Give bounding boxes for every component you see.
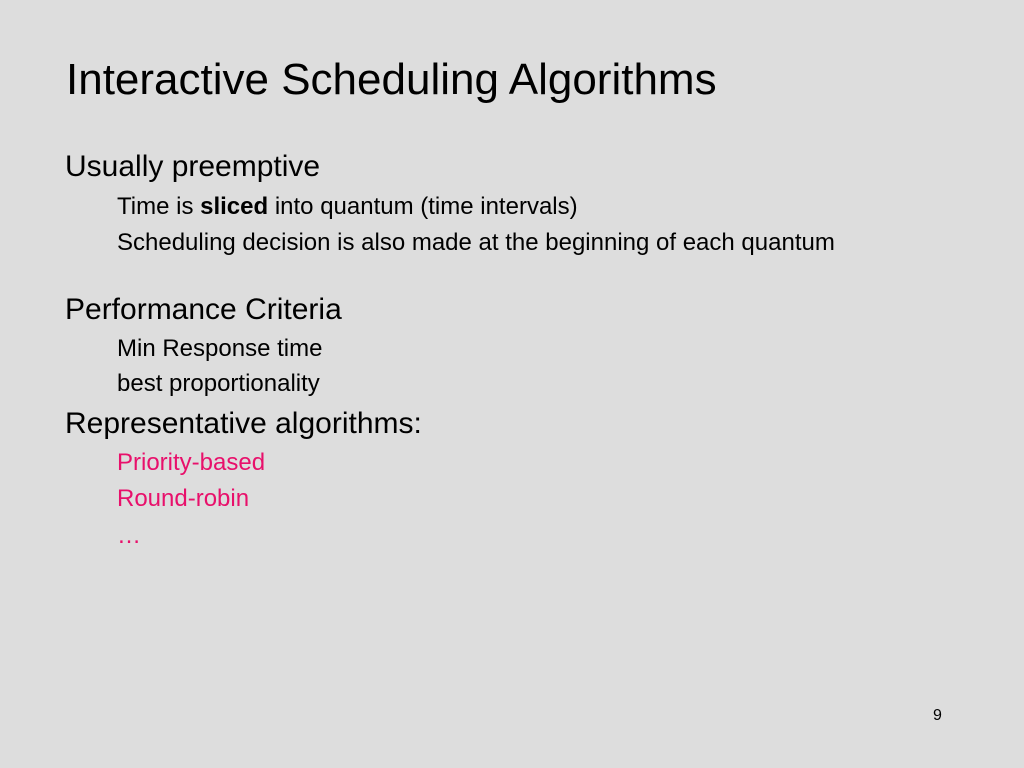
page-number: 9 <box>933 707 942 724</box>
subbullet-scheduling-decision: Scheduling decision is also made at the beginning of each quantum <box>117 229 835 256</box>
bullet-performance-criteria: Performance Criteria <box>65 293 342 326</box>
slide-title: Interactive Scheduling Algorithms <box>66 55 717 104</box>
subbullet-ellipsis: … <box>117 522 141 549</box>
bullet-usually-preemptive: Usually preemptive <box>65 150 321 183</box>
sliced-emphasis: sliced <box>200 193 269 220</box>
bullet-representative-algorithms: Representative algorithms: <box>65 407 422 440</box>
subbullet-time-sliced-post: into quantum (time intervals) <box>268 193 578 220</box>
subbullet-priority-based: Priority-based <box>117 449 266 476</box>
subbullet-time-sliced-pre: Time is <box>117 193 201 220</box>
subbullet-min-response-time: Min Response time <box>117 335 323 362</box>
subbullet-best-proportionality: best proportionality <box>117 370 320 397</box>
subbullet-time-sliced <box>117 193 578 221</box>
subbullet-round-robin: Round-robin <box>117 485 250 512</box>
